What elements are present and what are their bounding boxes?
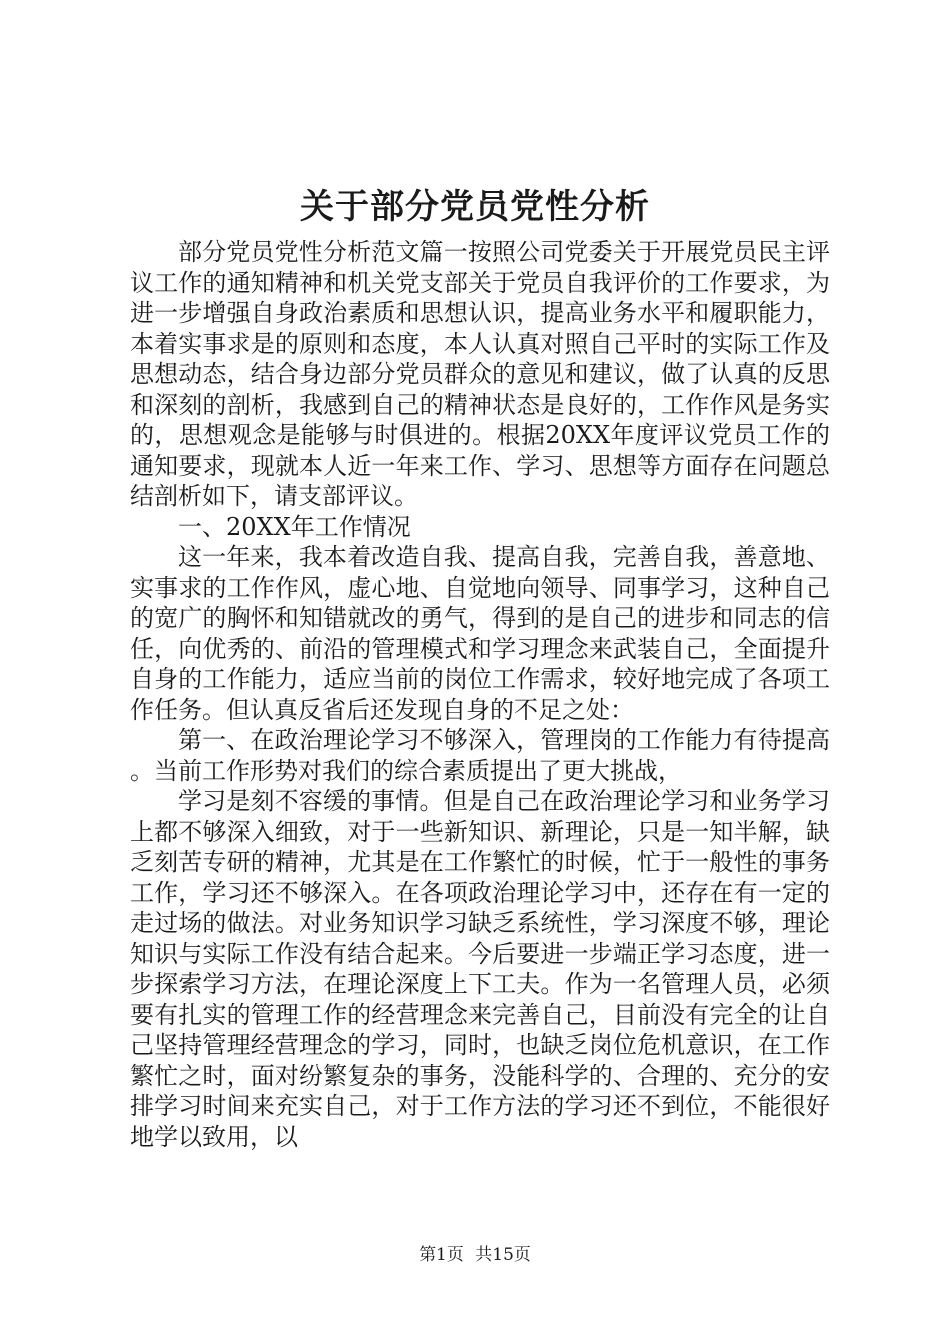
page-total: 共15页 bbox=[475, 1245, 531, 1265]
section-heading: 一、20XX年工作情况 bbox=[178, 512, 411, 541]
document-title: 关于部分党员党性分析 bbox=[300, 187, 650, 227]
paragraph: 这一年来，我本着改造自我、提高自我，完善自我，善意地、实事求的工作作风，虚心地、自觉地向领导、同事学习，这种自己的宽广的胸怀和知错就改的勇气，得到的是自己的进步和同志的信任，向优秀的、前沿的管理模式和学习理念来武装自己，全面提升自身的工作能力，适应当前的岗位工作需求，较好地完成了各项工作任务。但认真反省后还发现自身的不足之处： bbox=[130, 543, 830, 724]
document-body bbox=[130, 237, 830, 1152]
page-footer bbox=[0, 1243, 950, 1267]
paragraph: 第一、在政治理论学习不够深入，管理岗的工作能力有待提高。当前工作形势对我们的综合素质提出了更大挑战， bbox=[130, 726, 830, 785]
paragraph: 部分党员党性分析范文篇一按照公司党委关于开展党员民主评议工作的通知精神和机关党支部关于党员自我评价的工作要求，为进一步增强自身政治素质和思想认识，提高业务水平和履职能力，本着实事求是的原则和态度，本人认真对照自己平时的实际工作及思想动态，结合身边部分党员群众的意见和建议，做了认真的反思和深刻的剖析，我感到自己的精神状态是良好的，工作作风是务实的，思想观念是能够与时俱进的。根据20XX年度评议党员工作的通知要求，现就本人近一年来工作、学习、思想等方面存在问题总结剖析如下，请支部评议。 bbox=[130, 238, 830, 510]
paragraph: 学习是刻不容缓的事情。但是自己在政治理论学习和业务学习上都不够深入细致，对于一些新知识、新理论，只是一知半解，缺乏刻苦专研的精神，尤其是在工作繁忙的时候，忙于一般性的事务工作，学习还不够深入。在各项政治理论学习中，还存在有一定的走过场的做法。对业务知识学习缺乏系统性，学习深度不够，理论知识与实际工作没有结合起来。今后要进一步端正学习态度，进一步探索学习方法，在理论深度上下工夫。作为一名管理人员，必须要有扎实的管理工作的经营理念来完善自己，目前没有完全的让自己坚持管理经营理念的学习，同时，也缺乏岗位危机意识，在工作繁忙之时，面对纷繁复杂的事务，没能科学的、合理的、充分的安排学习时间来充实自己，对于工作方法的学习还不到位，不能很好地学以致用，以 bbox=[130, 787, 830, 1151]
page-number: 第1页 bbox=[419, 1245, 464, 1265]
